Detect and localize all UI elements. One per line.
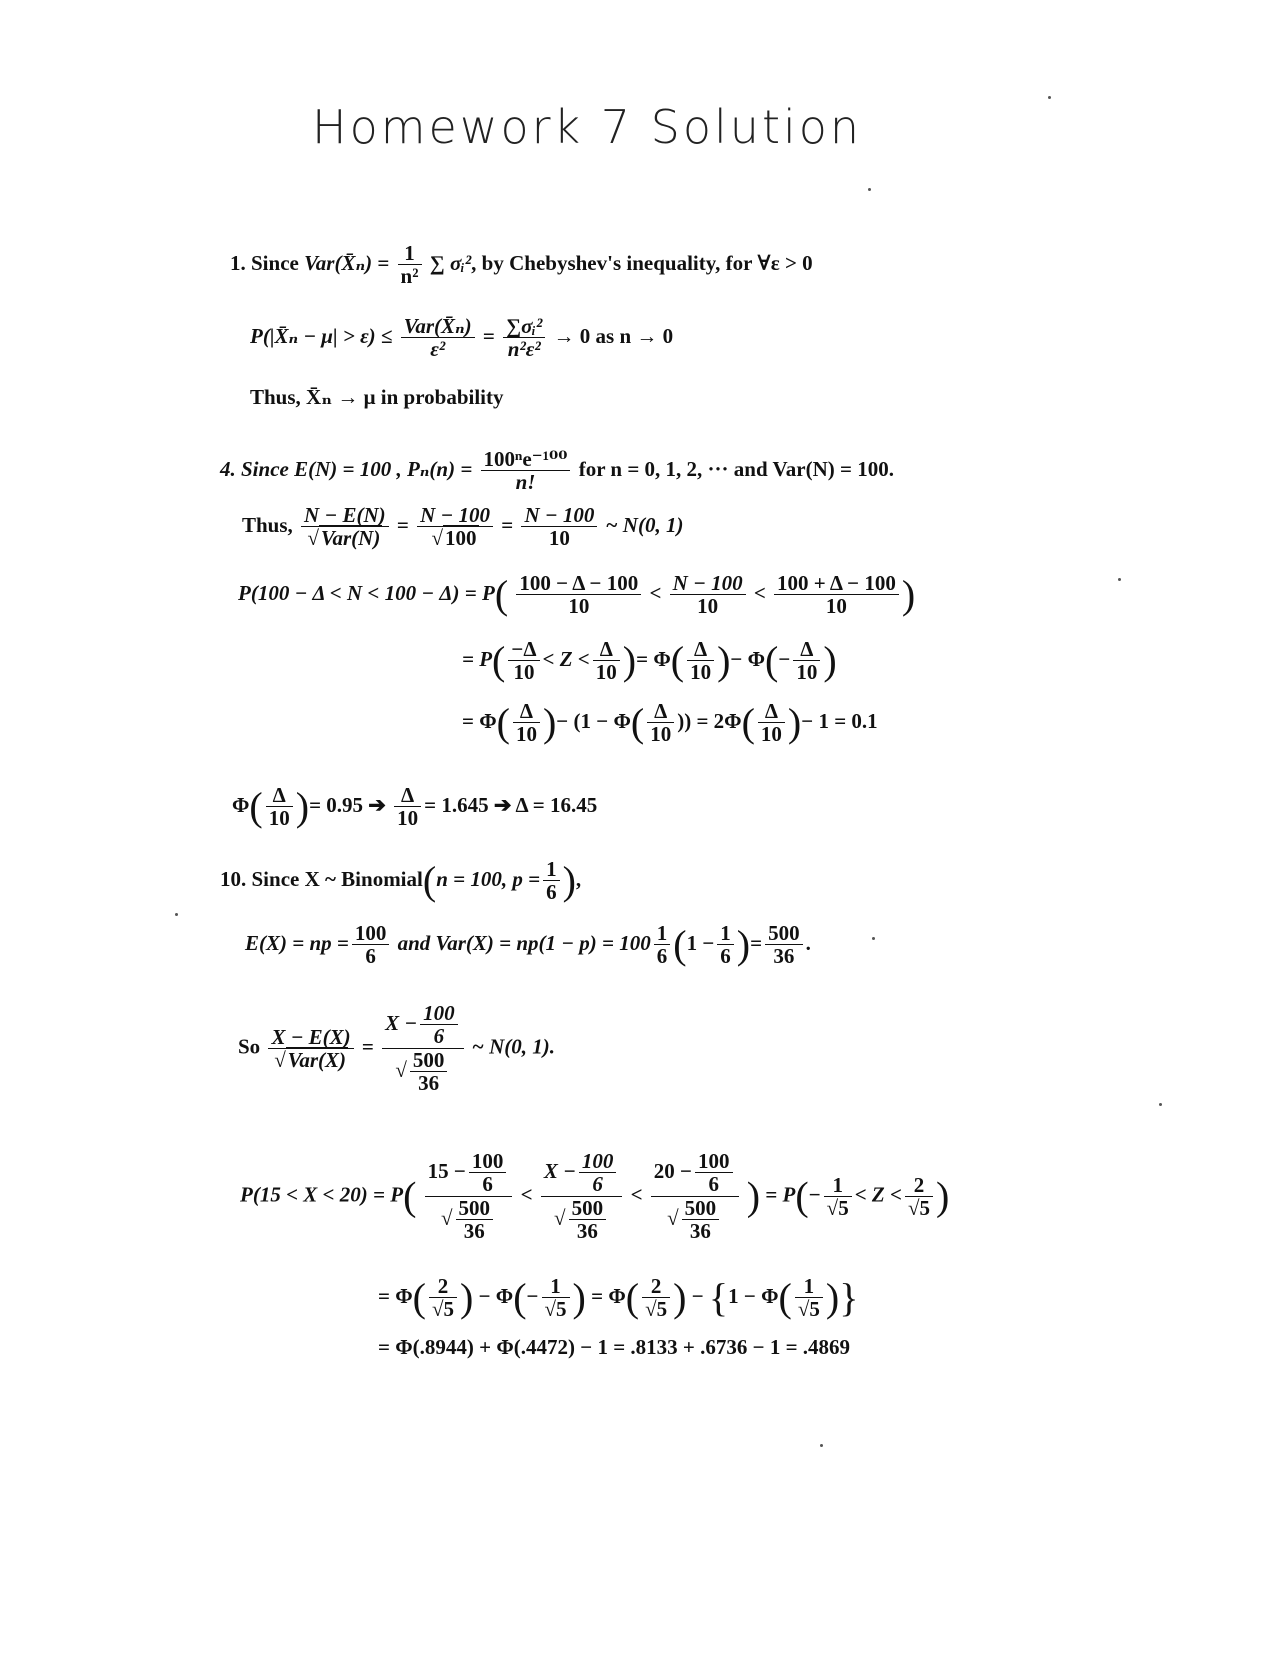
scan-speck bbox=[820, 1444, 823, 1447]
p1-line1 bbox=[230, 242, 813, 288]
p1-thus: Thus, X̄ₙ → μ in probability bbox=[250, 385, 504, 409]
p4-f3: $\frac{N - 100}{10}$ bbox=[521, 504, 597, 550]
p10-final: = Φ(.8944) + Φ(.4472) − 1 = .8133 + .6736 − 1 = .4869 bbox=[378, 1335, 851, 1359]
p4-pmf-after: for n = 0, 1, 2, ··· and Var(N) = 100. bbox=[578, 456, 894, 481]
p10-line2: E(X) = np = $\frac{100}{6}$ and Var(X) = np(1 − p) = 100 $\frac{1}{6}$ (1 − $\frac{1}{6}$ )= $\frac{500}{36}$ . bbox=[245, 921, 811, 969]
scan-speck bbox=[1118, 578, 1121, 581]
p4-f1: $\frac{N - E(N)}{\text{√Var(N)}}$ bbox=[301, 504, 389, 550]
p1-sum-frac: $\frac{\text{∑σᵢ²}}{\text{n²ε²}}$ bbox=[503, 315, 545, 361]
p1-sum-expr: ∑ σᵢ² bbox=[429, 250, 472, 275]
p4-prob-lhs: P(100 − Δ < N < 100 − Δ) = P bbox=[238, 580, 495, 605]
page-title: Homework 7 Solution bbox=[312, 100, 863, 154]
p4-thus: Thus, bbox=[242, 512, 293, 537]
p1-line2: P(|X̄ₙ − μ| > ε) ≤ $\frac{\text{Var(X̄ₙ)}}{\text{ε²}}$ = $\frac{\text{∑σᵢ²}}{\text{n²ε²}}$ → 0 as n → 0 bbox=[250, 314, 674, 362]
p1-one-over-n2: $\frac{1}{\text{n²}}$ bbox=[398, 242, 422, 288]
p4-line5: = Φ( $\frac{\Delta}{10}$ )− (1 − Φ( $\frac{\Delta}{10}$ )) = 2Φ( $\frac{\Delta}{10}$ )− 1 = 0.1 bbox=[462, 699, 878, 747]
p4-intro: 4. Since E(N) = 100 , Pₙ(n) = bbox=[220, 456, 473, 481]
p4-dist: ~ N(0, 1) bbox=[605, 512, 684, 537]
p10-line1: 10. Since X ~ Binomial(n = 100, p = $\frac{1}{6}$ ), bbox=[220, 857, 582, 905]
p4-line2: Thus, $\frac{N - E(N)}{\text{√Var(N)}}$ = $\frac{N - 100}{√100}$ = $\frac{N - 100}{10}$ ~ N(0, 1) bbox=[242, 503, 684, 551]
p1-after: , by Chebyshev's inequality, for ∀ε > 0 bbox=[471, 250, 813, 275]
p4-pmf: $\frac{\text{100ⁿe⁻¹⁰⁰}}{n!}$ bbox=[481, 448, 571, 494]
scan-speck bbox=[1159, 1103, 1162, 1106]
p1-var-frac: $\frac{\text{Var(X̄ₙ)}}{\text{ε²}}$ bbox=[401, 315, 475, 361]
scan-speck bbox=[1048, 96, 1051, 99]
p4-conclusion: Φ( $\frac{\Delta}{10}$ )= 0.95 ➔ $\frac{\Delta}{10}$ = 1.645 ➔ Δ = 16.45 bbox=[232, 783, 598, 831]
p4-line1 bbox=[220, 448, 894, 494]
p10-line3: So $\frac{X - E(X)}{\text{√Var(X)}}$ = X − $\frac{100}{6}$ √ $\frac{500}{36}$ ~ N(0, 1). bbox=[238, 1001, 555, 1096]
p4-line4: = P( $\frac{-\Delta}{10}$ < Z < $\frac{\Delta}{10}$ )= Φ( $\frac{\Delta}{10}$ )− Φ(− $\frac{\Delta}{10}$ ) bbox=[462, 637, 837, 685]
scan-speck bbox=[872, 937, 875, 940]
p1-var-expr: Var(X̄ₙ) = bbox=[304, 250, 390, 275]
scan-speck bbox=[175, 913, 178, 916]
p1-intro: 1. Since bbox=[230, 250, 299, 275]
p10-line4: P(15 < X < 20) = P( 15 − $\frac{100}{6}$ √ $\frac{500}{36}$ < X − $\frac{100}{6}$ √ $\frac{500}{36}$ < 20 − $\frac{100}{6}$ √ $\frac{500}{36}$ ) = P(− $\frac{1}{√5}$ < Z < $\frac{2}{√5}$ ) bbox=[240, 1149, 950, 1244]
p10-line5: = Φ( $\frac{2}{√5}$ ) − Φ(− $\frac{1}{√5}$ ) = Φ( $\frac{2}{√5}$ ) − {1 − Φ( $\frac{1}{√5}$ )} bbox=[378, 1274, 859, 1322]
scan-speck bbox=[868, 188, 871, 191]
p4-line3: P(100 − Δ < N < 100 − Δ) = P( $\frac{100 - \Delta - 100}{10}$ < $\frac{N - 100}{10}$ < $\frac{100 + \Delta - 100}{10}$ ) bbox=[238, 571, 916, 619]
p10-intro: 10. Since X ~ Binomial bbox=[220, 866, 423, 891]
p1-limit: → 0 as n → 0 bbox=[553, 323, 674, 348]
p4-f2: $\frac{N - 100}{√100}$ bbox=[417, 504, 493, 550]
p1-prob-expr: P(|X̄ₙ − μ| > ε) ≤ bbox=[250, 323, 393, 348]
